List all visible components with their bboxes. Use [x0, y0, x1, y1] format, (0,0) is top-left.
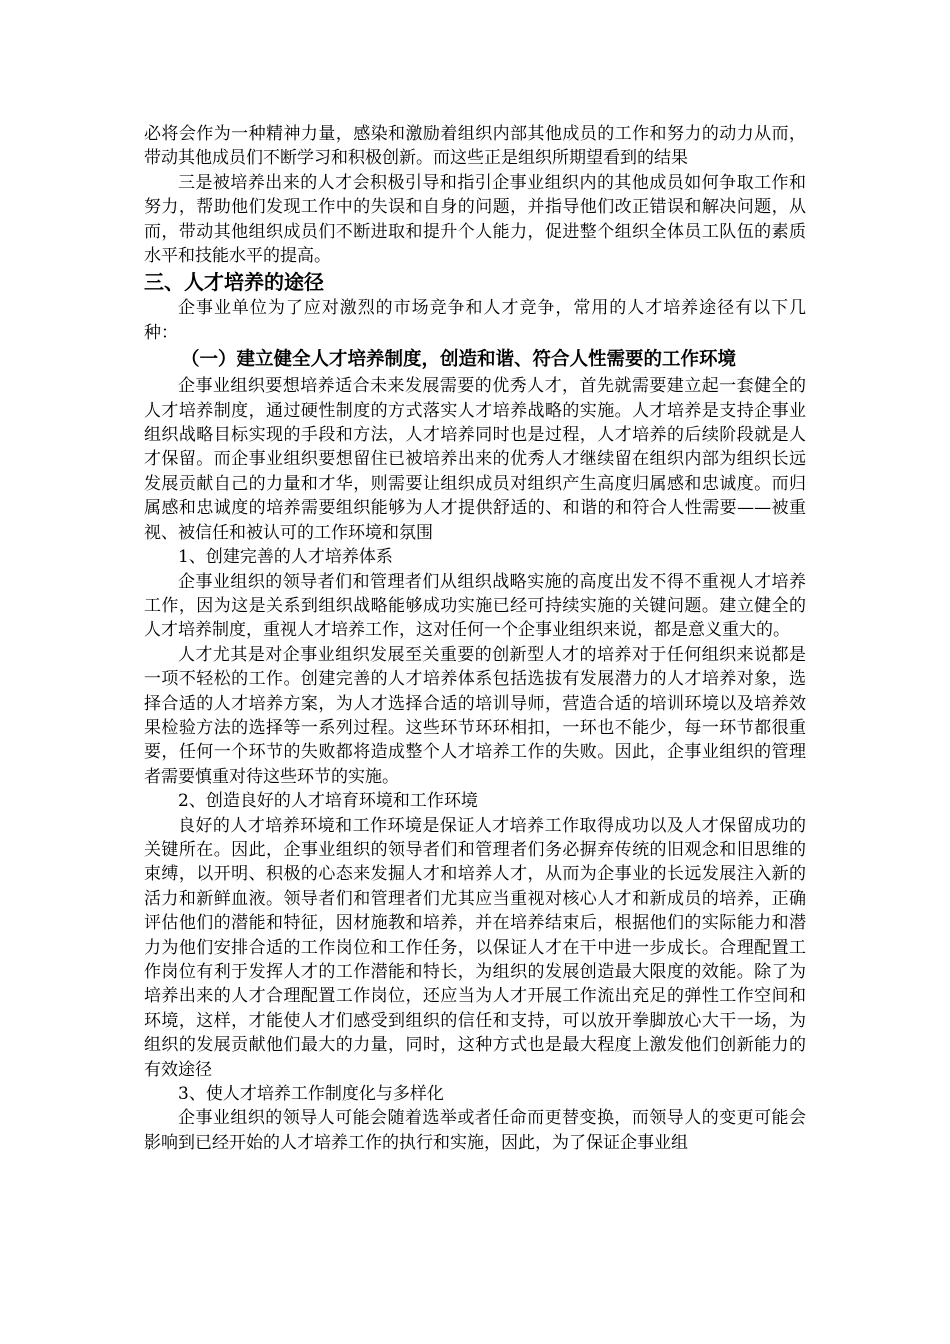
paragraph-5: 企事业组织的领导者们和管理者们从组织战略实施的高度出发不得不重视人才培养工作，因为这是关系到组织战略能够成功实施已经可持续实施的关键问题。建立健全的人才培养制度，重视人才培养工作，这对任何一个企事业组织来说，都是意义重大的。: [144, 571, 806, 641]
paragraph-3: 企事业单位为了应对激烈的市场竞争和人才竞争，常用的人才培养途径有以下几种：: [144, 298, 806, 343]
paragraph-8: 企事业组织的领导人可能会随着选举或者任命而更替变换，而领导人的变更可能会影响到已经开始的人才培养工作的执行和实施，因此，为了保证企事业组: [144, 1108, 806, 1153]
item-3-heading: 3、使人才培养工作制度化与多样化: [178, 1084, 444, 1105]
subsection-1-heading: （一）建立健全人才培养制度，创造和谐、符合人性需要的工作环境: [181, 349, 737, 371]
item-1-heading: 1、创建完善的人才培养体系: [178, 547, 393, 568]
item-2-heading: 2、创造良好的人才培育环境和工作环境: [178, 791, 478, 812]
paragraph-7: 良好的人才培养环境和工作环境是保证人才培养工作取得成功以及人才保留成功的关键所在。因此，企事业组织的领导者们和管理者们务必摒弃传统的旧观念和旧思维的束缚，以开明、积极的心态来发掘人才和培养人才，从而为企事业的长远发展注入新的活力和新鲜血液。领导者们和管理者们尤其应当重视对核心人才和新成员的培养，正确评估他们的潜能和特征，因材施教和培养，并在培养结束后，根据他们的实际能力和潜力为他们安排合适的工作岗位和工作任务，以保证人才在干中进一步成长。合理配置工作岗位有利于发挥人才的工作潜能和特长，为组织的发展创造最大限度的效能。除了为培养出来的人才合理配置工作岗位，还应当为人才开展工作流出充足的弹性工作空间和环境，这样，才能使人才们感受到组织的信任和支持，可以放开拳脚放心大干一场，为组织的发展贡献他们最大的力量，同时，这种方式也是最大程度上激发他们创新能力的有效途径: [144, 815, 806, 1080]
paragraph-4: 企事业组织要想培养适合未来发展需要的优秀人才，首先就需要建立起一套健全的人才培养制度，通过硬性制度的方式落实人才培养战略的实施。人才培养是支持企事业组织战略目标实现的手段和方法，人才培养同时也是过程，人才培养的后续阶段就是人才保留。而企事业组织要想留住已被培养出来的优秀人才继续留在组织内部为组织长远发展贡献自己的力量和才华，则需要让组织成员对组织产生高度归属感和忠诚度。而归属感和忠诚度的培养需要组织能够为人才提供舒适的、和谐的和符合人性需要——被重视、被信任和被认可的工作环境和氛围: [144, 376, 806, 543]
section-3-heading: 三、人才培养的途径: [144, 270, 324, 295]
paragraph-1: 必将会作为一种精神力量，感染和激励着组织内部其他成员的工作和努力的动力从而，带动其他成员们不断学习和积极创新。而这些正是组织所期望看到的结果: [144, 124, 806, 169]
document-page: [144, 122, 806, 1155]
paragraph-6: 人才尤其是对企事业组织发展至关重要的创新型人才的培养对于任何组织来说都是一项不轻松的工作。创建完善的人才培养体系包括选拔有发展潜力的人才培养对象，选择合适的人才培养方案，为人才选择合适的培训导师，营造合适的培训环境以及培养效果检验方法的选择等一系列过程。这些环节环环相扣，一环也不能少，每一环节都很重要，任何一个环节的失败都将造成整个人才培养工作的失败。因此，企事业组织的管理者需要慎重对待这些环节的实施。: [144, 644, 806, 787]
paragraph-2: 三是被培养出来的人才会积极引导和指引企事业组织内的其他成员如何争取工作和努力，帮助他们发现工作中的失误和自身的问题，并指导他们改正错误和解决问题，从而，带动其他组织成员们不断进取和提升个人能力，促进整个组织全体员工队伍的素质水平和技能水平的提高。: [144, 172, 806, 267]
